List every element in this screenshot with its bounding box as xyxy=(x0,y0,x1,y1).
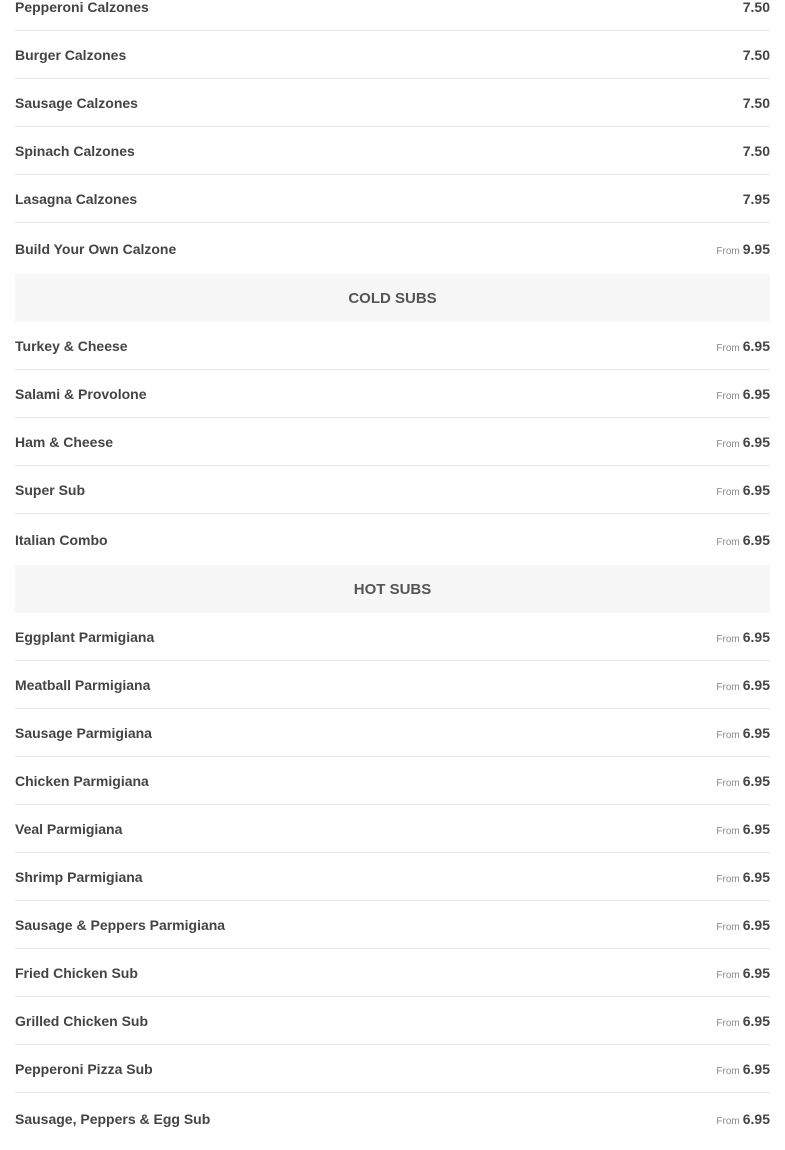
item-name: Meatball Parmigiana xyxy=(15,676,151,693)
item-price: 7.50 xyxy=(742,142,770,159)
item-name: Eggplant Parmigiana xyxy=(15,628,155,645)
price-from-label: From xyxy=(716,1115,740,1127)
item-price: 6.95 xyxy=(742,337,770,354)
price-from-label: From xyxy=(716,729,740,741)
item-name: Salami & Provolone xyxy=(15,385,147,402)
item-name: Turkey & Cheese xyxy=(15,337,128,354)
item-name: Ham & Cheese xyxy=(15,433,114,450)
item-price-group xyxy=(716,1013,770,1029)
item-price-group xyxy=(743,0,770,15)
item-name: Sausage Calzones xyxy=(15,94,138,111)
item-price: 6.95 xyxy=(742,676,770,693)
menu-item[interactable] xyxy=(15,127,770,175)
price-from-label: From xyxy=(716,681,740,693)
price-from-label: From xyxy=(716,1065,740,1077)
item-name: Fried Chicken Sub xyxy=(15,964,138,981)
item-name: Shrimp Parmigiana xyxy=(15,868,143,885)
item-price: 6.95 xyxy=(742,724,770,741)
menu-item[interactable] xyxy=(15,757,770,805)
price-from-label: From xyxy=(716,438,740,450)
item-price-group xyxy=(743,47,770,63)
item-price-group xyxy=(716,773,770,789)
item-price: 6.95 xyxy=(742,868,770,885)
item-name: Lasagna Calzones xyxy=(15,190,138,207)
menu-item[interactable] xyxy=(15,709,770,757)
item-name: Sausage, Peppers & Egg Sub xyxy=(15,1110,211,1127)
menu-item[interactable] xyxy=(15,370,770,418)
item-price: 6.95 xyxy=(742,385,770,402)
menu-item[interactable] xyxy=(15,79,770,127)
item-price: 7.50 xyxy=(742,94,770,111)
menu-item[interactable] xyxy=(15,613,770,661)
menu-item[interactable] xyxy=(15,418,770,466)
item-price-group xyxy=(716,821,770,837)
item-price: 6.95 xyxy=(742,1012,770,1029)
menu-item[interactable] xyxy=(15,175,770,223)
item-price: 7.95 xyxy=(742,190,770,207)
item-price: 6.95 xyxy=(742,1110,770,1127)
item-name: Spinach Calzones xyxy=(15,142,135,159)
menu-item[interactable] xyxy=(15,31,770,79)
item-name: Italian Combo xyxy=(15,531,108,548)
item-price: 6.95 xyxy=(742,772,770,789)
item-price: 9.95 xyxy=(742,240,770,257)
item-name: Chicken Parmigiana xyxy=(15,772,149,789)
price-from-label: From xyxy=(716,342,740,354)
item-price: 6.95 xyxy=(742,1060,770,1077)
item-price-group xyxy=(716,1061,770,1077)
item-price: 6.95 xyxy=(742,916,770,933)
menu-item[interactable] xyxy=(15,1093,770,1144)
price-from-label: From xyxy=(716,825,740,837)
item-price-group xyxy=(716,482,770,498)
item-price-group xyxy=(716,338,770,354)
section-header-cold-subs: COLD SUBS xyxy=(15,274,770,322)
menu-item[interactable] xyxy=(15,223,770,274)
item-name: Sausage Parmigiana xyxy=(15,724,152,741)
item-price: 6.95 xyxy=(742,964,770,981)
item-price-group xyxy=(716,677,770,693)
item-price-group xyxy=(743,191,770,207)
menu-item[interactable] xyxy=(15,901,770,949)
section-header-hot-subs: HOT SUBS xyxy=(15,565,770,613)
item-price-group xyxy=(716,917,770,933)
item-name: Sausage & Peppers Parmigiana xyxy=(15,916,226,933)
price-from-label: From xyxy=(716,777,740,789)
item-price-group xyxy=(716,965,770,981)
menu-list xyxy=(15,0,770,1144)
item-name: Pepperoni Calzones xyxy=(15,0,149,15)
item-price-group xyxy=(716,725,770,741)
item-price-group xyxy=(716,386,770,402)
item-price: 6.95 xyxy=(742,481,770,498)
item-price: 6.95 xyxy=(742,531,770,548)
item-price-group xyxy=(716,1111,770,1127)
price-from-label: From xyxy=(716,390,740,402)
item-price: 6.95 xyxy=(742,820,770,837)
menu-item[interactable] xyxy=(15,853,770,901)
item-name: Pepperoni Pizza Sub xyxy=(15,1060,153,1077)
menu-item[interactable] xyxy=(15,466,770,514)
item-price-group xyxy=(716,434,770,450)
item-price: 7.50 xyxy=(742,46,770,63)
price-from-label: From xyxy=(716,486,740,498)
item-price: 6.95 xyxy=(742,628,770,645)
item-name: Veal Parmigiana xyxy=(15,820,123,837)
price-from-label: From xyxy=(716,633,740,645)
item-name: Burger Calzones xyxy=(15,46,127,63)
price-from-label: From xyxy=(716,536,740,548)
menu-item[interactable] xyxy=(15,1045,770,1093)
price-from-label: From xyxy=(716,245,740,257)
item-price: 6.95 xyxy=(742,433,770,450)
item-price-group xyxy=(743,143,770,159)
price-from-label: From xyxy=(716,969,740,981)
menu-item[interactable] xyxy=(15,0,770,31)
price-from-label: From xyxy=(716,1017,740,1029)
item-price-group xyxy=(716,629,770,645)
menu-item[interactable] xyxy=(15,661,770,709)
menu-item[interactable] xyxy=(15,997,770,1045)
item-price-group xyxy=(716,532,770,548)
item-name: Grilled Chicken Sub xyxy=(15,1012,149,1029)
item-price-group xyxy=(716,241,770,257)
item-price-group xyxy=(716,869,770,885)
item-name: Super Sub xyxy=(15,481,86,498)
price-from-label: From xyxy=(716,921,740,933)
price-from-label: From xyxy=(716,873,740,885)
menu-item[interactable] xyxy=(15,514,770,565)
menu-item[interactable] xyxy=(15,949,770,997)
item-name: Build Your Own Calzone xyxy=(15,240,177,257)
item-price: 7.50 xyxy=(742,0,770,15)
menu-item[interactable] xyxy=(15,322,770,370)
menu-item[interactable] xyxy=(15,805,770,853)
item-price-group xyxy=(743,95,770,111)
